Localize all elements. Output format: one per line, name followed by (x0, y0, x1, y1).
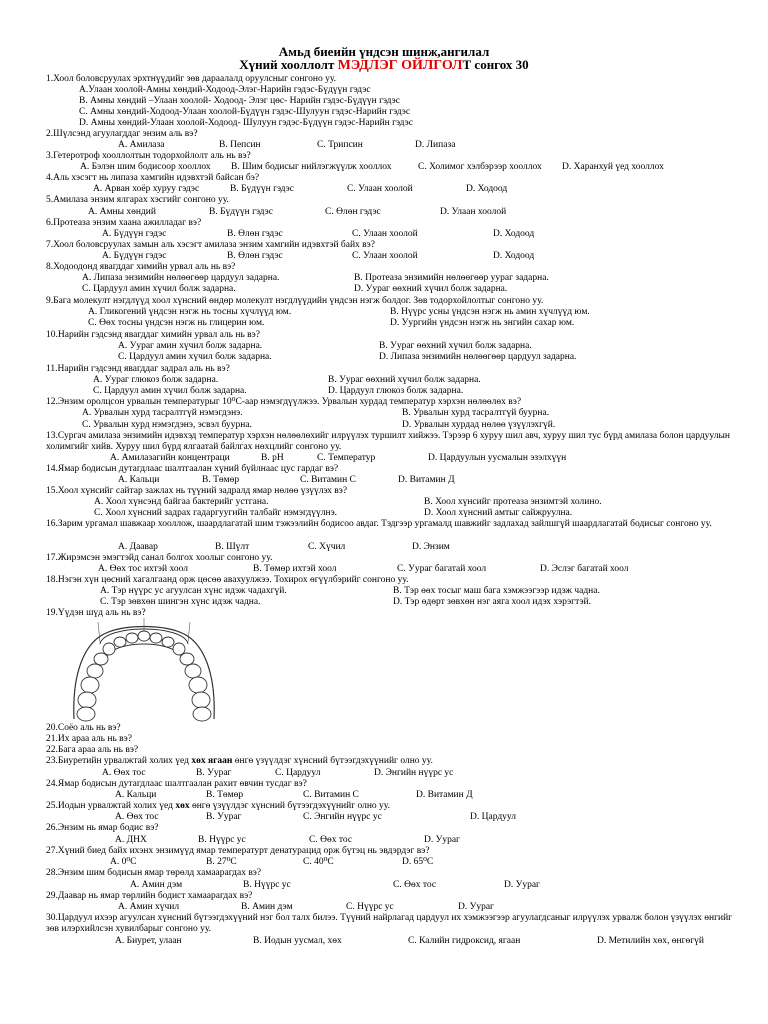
q10-option-b: В. Уураг өөхний хүчил болж задарна. (379, 341, 532, 351)
q4-option-d: D. Ходоод (466, 184, 508, 194)
q23-option-d: D. Энгийн нүүрс ус (374, 768, 454, 778)
q14-option-c: С. Витамин С (300, 475, 356, 485)
q17-option-d: D. Эслэг багатай хоол (540, 564, 629, 574)
question-13: 13.Сургач амилаза энзимийн идэвхэд температур хэрхэн нөлөөлөхийг илрүүлэх туршилт хийжээ. Тэрээр 6 хуруу шил авч, хуруу шил тус бүрд амилаза болон цардуулын холимгийг хийв. Хуруу шил бүрд ялгаатай байлгах нөхцлийг сонгоно уу. (46, 431, 730, 452)
q26-option-b: В. Нүүрс ус (198, 835, 246, 845)
q9-option-a: А. Гликогений үндсэн нэгж нь тосны хүчлүүд юм. (88, 307, 292, 317)
q9-option-c: С. Өөх тосны үндсэн нэгж нь глицерин юм. (88, 318, 265, 328)
question-17: 17.Жирэмсэн эмэгтэйд санал болгох хоолыг сонгоно уу. (46, 553, 273, 563)
q1-option-a: А.Улаан хоолой-Амны хөндий-Ходоод-Элэг-Нарийн гэдэс-Бүдүүн гэдэс (79, 85, 371, 95)
question-21: 21.Их араа аль нь вэ? (46, 734, 132, 744)
q17-option-c: С. Уураг багатай хоол (397, 564, 487, 574)
q23-text-bold: хөх ягаан (191, 756, 233, 766)
q26-option-c: С. Өөх тос (309, 835, 353, 845)
q8-option-a: А. Липаза энзимийн нөлөөгөөр цардуул задарна. (82, 273, 280, 283)
q6-option-d: D. Ходоод (493, 229, 535, 239)
q24-option-a: А. Кальци (115, 790, 157, 800)
q6-option-a: А. Бүдүүн гэдэс (102, 229, 167, 239)
q28-option-a: А. Амин дэм (130, 880, 183, 890)
q29-option-b: В. Амин дэм (241, 902, 293, 912)
q25-text-post: өнгө үзүүлдэг хүнсний бүтээгдэхүүнийг олно уу. (189, 801, 390, 811)
question-28: 28.Энзим шим бодисын ямар төрөлд хамаарагдах вэ? (46, 868, 262, 878)
q10-option-d: D. Липаза энзимийн нөлөөгөөр цардуул задарна. (379, 352, 577, 362)
q30-option-a: А. Биурет, улаан (115, 936, 182, 946)
q23-option-b: В. Уураг (196, 768, 232, 778)
q16-option-c: С. Хүчил (308, 542, 346, 552)
question-25 (46, 801, 390, 812)
q3-option-c: С. Холимог хэлбэрээр хооллох (418, 162, 542, 172)
q15-option-c: С. Хоол хүнсний задрах гадаргуугийн талбайг нэмэгдүүлнэ. (94, 508, 338, 518)
q5-option-c: С. Өлөн гэдэс (325, 207, 381, 217)
q18-option-a: А. Тэр нүүрс ус агуулсан хүнс идэж чадахгүй. (100, 586, 287, 596)
q25-text-pre: 25.Иодын урвалжтай холих үед (46, 801, 176, 811)
q1-option-b: В. Амны хөндий –Улаан хоолой- Ходоод- Элэг цөс- Нарийн гэдэс-Бүдүүн гэдэс (79, 96, 400, 106)
q7-option-d: D. Ходоод (493, 251, 535, 261)
question-15: 15.Хоол хүнсийг сайтар зажлах нь түүний задралд ямар нөлөө үзүүлэх вэ? (46, 486, 348, 496)
q17-option-a: А. Өөх тос ихтэй хоол (98, 564, 188, 574)
question-1: 1.Хоол боловсруулах эрхтнүүдийг зөв дараалалд оруулсныг сонгоно уу. (46, 74, 337, 84)
question-22: 22.Бага араа аль нь вэ? (46, 745, 139, 755)
q3-option-b: В. Шим бодисыг нийлэгжүүлж хооллох (231, 162, 392, 172)
q24-option-b: В. Төмөр (206, 790, 244, 800)
q4-option-a: А. Арван хоёр хуруу гэдэс (93, 184, 200, 194)
q30-option-d: D. Метилийн хөх, өнгөгүй (597, 936, 704, 946)
q28-option-b: В. Нүүрс ус (243, 880, 291, 890)
q18-option-c: С. Тэр зөвхөн шингэн хүнс идэж чадна. (100, 597, 261, 607)
q4-option-b: В. Бүдүүн гэдэс (230, 184, 294, 194)
question-10: 10.Нарийн гэдсэнд явагддаг химийн урвал аль нь вэ? (46, 330, 260, 340)
q16-option-d: D. Энзим (412, 542, 450, 552)
q9-option-b: В. Нүүрс усны үндсэн нэгж нь амин хүчлүүд юм. (390, 307, 590, 317)
q27-option-a: А. 0⁰С (110, 857, 137, 867)
q11-option-d: D. Цардуул глюкоз болж задарна. (328, 386, 464, 396)
q25-option-d: D. Цардуул (470, 812, 516, 822)
q8-option-c: С. Цардуул амин хүчил болж задарна. (82, 284, 236, 294)
title-sub-pre: Хүний хооллолт (239, 57, 338, 72)
question-11: 11.Нарийн гэдсэнд явагддаг задрал аль нь вэ? (46, 364, 230, 374)
q5-option-d: D. Улаан хоолой (440, 207, 507, 217)
q15-option-a: А. Хоол хүнсэнд байгаа бактерийг устгана. (94, 497, 269, 507)
question-19: 19.Үүдэн шүд аль нь вэ? (46, 608, 146, 618)
title-sub-post: Т сонгох 30 (462, 57, 529, 72)
q6-option-b: В. Өлөн гэдэс (227, 229, 283, 239)
q2-option-a: А. Амилаза (118, 140, 165, 150)
q17-option-b: В. Төмөр ихтэй хоол (253, 564, 337, 574)
q23-option-c: С. Цардуул (275, 768, 321, 778)
question-12: 12.Энзим оролцсон урвалын температурыг 10⁰С-аар нэмэгдүүлжээ. Урвалын хурдад температур хэрхэн нөлөөлөх вэ? (46, 397, 522, 407)
q12-option-b: В. Урвалын хурд тасралтгүй буурна. (402, 408, 550, 418)
title-main: Амьд биеийн үндсэн шинж,ангилал (278, 44, 490, 59)
question-26: 26.Энзим нь ямар бодис вэ? (46, 823, 159, 833)
title-sub (0, 57, 768, 74)
q27-option-c: С. 40⁰С (303, 857, 334, 867)
q25-option-a: А. Өөх тос (115, 812, 159, 822)
q2-option-b: В. Пепсин (219, 140, 261, 150)
q1-option-c: С. Амны хөндий-Ходоод-Улаан хоолой-Бүдүүн гэдэс-Шулуун гэдэс-Нарийн гэдэс (79, 107, 411, 117)
q12-option-a: А. Урвалын хурд тасралтгүй нэмэгдэнэ. (82, 408, 243, 418)
q26-option-a: А. ДНХ (115, 835, 147, 845)
teeth-diagram (44, 614, 244, 724)
q13-option-b: В. pH (261, 453, 284, 463)
q26-option-d: D. Уураг (424, 835, 460, 845)
q4-option-c: С. Улаан хоолой (347, 184, 413, 194)
q16-option-a: А. Даавар (118, 542, 158, 552)
q13-option-d: D. Цардуулын уусмалын эзэлхүүн (428, 453, 567, 463)
q7-option-a: А. Бүдүүн гэдэс (102, 251, 167, 261)
question-4: 4.Аль хэсэгт нь липаза хамгийн идэвхтэй байсан бэ? (46, 173, 260, 183)
q8-option-b: В. Протеаза энзимийн нөлөөгөөр уураг задарна. (354, 273, 549, 283)
q13-option-c: С. Температур (317, 453, 376, 463)
q23-option-a: А. Өөх тос (102, 768, 146, 778)
q27-option-b: В. 27⁰С (206, 857, 237, 867)
q12-option-c: С. Урвалын хурд нэмэгдэнэ, эсвэл буурна. (82, 420, 252, 430)
q7-option-c: С. Улаан хоолой (352, 251, 418, 261)
q14-option-b: В. Төмөр (202, 475, 240, 485)
q29-option-c: С. Нүүрс ус (346, 902, 394, 912)
q16-option-b: В. Шүлт (215, 542, 250, 552)
q10-option-c: С. Цардуул амин хүчил болж задарна. (118, 352, 272, 362)
q18-option-d: D. Тэр өдөрт зөвхөн нэг аяга хоол идэх хэрэгтэй. (393, 597, 592, 607)
question-14: 14.Ямар бодисын дутагдлаас шалтгаалан хүний бүйлнаас цус гардаг вэ? (46, 464, 339, 474)
question-16: 16.Зарим ургамал шавжаар хооллож, шаардлагатай шим тэжээлийн бодисоо авдаг. Тэдгээр ургамалд шавжийг задлахад зайлшгүй шаардлагатай бодисыг сонгоно уу. (46, 519, 712, 529)
q30-option-c: С. Калийн гидроксид, ягаан (408, 936, 521, 946)
question-2: 2.Шүлсэнд агуулагддаг энзим аль вэ? (46, 129, 198, 139)
q1-option-d: D. Амны хөндий-Улаан хоолой-Ходоод- Шулуун гэдэс-Бүдүүн гэдэс-Нарийн гэдэс (79, 118, 413, 128)
q29-option-a: А. Амин хүчил (118, 902, 180, 912)
question-29: 29.Даавар нь ямар төрлийн бодист хамаарагдах вэ? (46, 891, 253, 901)
q27-option-d: D. 65⁰С (402, 857, 434, 867)
question-7: 7.Хоол боловсруулах замын аль хэсэгт амилаза энзим хамгийн идэвхтэй байх вэ? (46, 240, 375, 250)
question-23 (46, 756, 433, 767)
q28-option-c: С. Өөх тос (393, 880, 437, 890)
q2-option-c: С. Трипсин (317, 140, 363, 150)
question-8: 8.Ходоодонд явагддаг химийн урвал аль нь вэ? (46, 262, 236, 272)
q8-option-d: D. Уураг өөхний хүчил болж задарна. (354, 284, 508, 294)
q24-option-c: С. Витамин С (303, 790, 359, 800)
q7-option-b: В. Өлөн гэдэс (227, 251, 283, 261)
q23-text-post: өнгө үзүүлдэг хүнсний бүтээгдэхүүнийг олно уу. (232, 756, 433, 766)
question-24: 24.Ямар бодисын дутагдлаас шалтгаалан рахит өвчин тусдаг вэ? (46, 779, 307, 789)
q13-option-a: А. Амилазагийн концентраци (110, 453, 230, 463)
q28-option-d: D. Уураг (504, 880, 540, 890)
question-20: 20.Соёо аль нь вэ? (46, 723, 121, 733)
question-6: 6.Протеаза энзим хаана ажилладаг вэ? (46, 218, 202, 228)
q25-option-b: В. Уураг (206, 812, 242, 822)
q11-option-c: С. Цардуул амин хүчил болж задарна. (93, 386, 247, 396)
q2-option-d: D. Липаза (415, 140, 456, 150)
q3-option-d: D. Харанхуй үед хооллох (562, 162, 664, 172)
q25-option-c: С. Энгийн нүүрс ус (303, 812, 382, 822)
q23-text-pre: 23.Биуретийн урвалжтай холих үед (46, 756, 192, 766)
question-30: 30.Цардуул ихээр агуулсан хүнсний бүтээгдэхүүний нэг бол талх билээ. Түүний найрлагад цардуул их хэмжээгээр агуулагдсаныг илрүүлэх урвалж болон үзүүлэх өнгийг зөв илэрхийлсэн хувилбарыг сонгоно уу. (46, 913, 733, 934)
q12-option-d: D. Урвалын хурдад нөлөө үзүүлэхгүй. (402, 420, 556, 430)
q3-option-a: А. Бэлэн шим бодисоор хооллох (80, 162, 211, 172)
question-27: 27.Хүний биед байх ихэнх энзимүүд ямар температурт денатурацид орж бүтэц нь эвдэрдэг вэ? (46, 846, 430, 856)
q11-option-a: А. Уураг глюкоз болж задарна. (93, 375, 219, 385)
question-5: 5.Амилаза энзим ялгарах хэсгийг сонгоно уу. (46, 195, 229, 205)
q18-option-b: В. Тэр өөх тосыг маш бага хэмжээгээр идэж чадна. (393, 586, 600, 596)
title-sub-highlight: МЭДЛЭГ ОЙЛГОЛ (337, 58, 463, 73)
q11-option-b: В. Уураг өөхний хүчил болж задарна. (328, 375, 481, 385)
q14-option-d: D. Витамин Д (398, 475, 455, 485)
q10-option-a: А. Уураг амин хүчил болж задарна. (118, 341, 263, 351)
question-3: 3.Гетеротроф хооллолтын тодорхойлолт аль нь вэ? (46, 151, 251, 161)
q5-option-a: А. Амны хөндий (88, 207, 156, 217)
q15-option-b: В. Хоол хүнсийг протеаза энзимтэй холино. (424, 497, 602, 507)
q15-option-d: D. Хоол хүнсний амтыг сайжруулна. (424, 508, 573, 518)
q25-text-bold: хөх (175, 801, 190, 811)
q6-option-c: С. Улаан хоолой (352, 229, 418, 239)
q30-option-b: В. Иодын уусмал, хөх (253, 936, 342, 946)
q5-option-b: В. Бүдүүн гэдэс (209, 207, 273, 217)
question-9: 9.Бага молекулт нэгдлүүд хоол хүнсний өндөр молекулт нэгдлүүдийн үндсэн нэгж болдог. Зөв тодорхойлолтыг сонгоно уу. (46, 296, 544, 306)
q9-option-d: D. Уургийн үндсэн нэгж нь энгийн сахар юм. (390, 318, 575, 328)
q14-option-a: А. Кальци (118, 475, 160, 485)
question-18: 18.Нэгэн хүн цөсний хагалгаанд орж цөсөө авахуулжээ. Тохирох өгүүлбэрийг сонгоно уу. (46, 575, 409, 585)
q24-option-d: D. Витамин Д (416, 790, 473, 800)
q29-option-d: D. Уураг (458, 902, 494, 912)
